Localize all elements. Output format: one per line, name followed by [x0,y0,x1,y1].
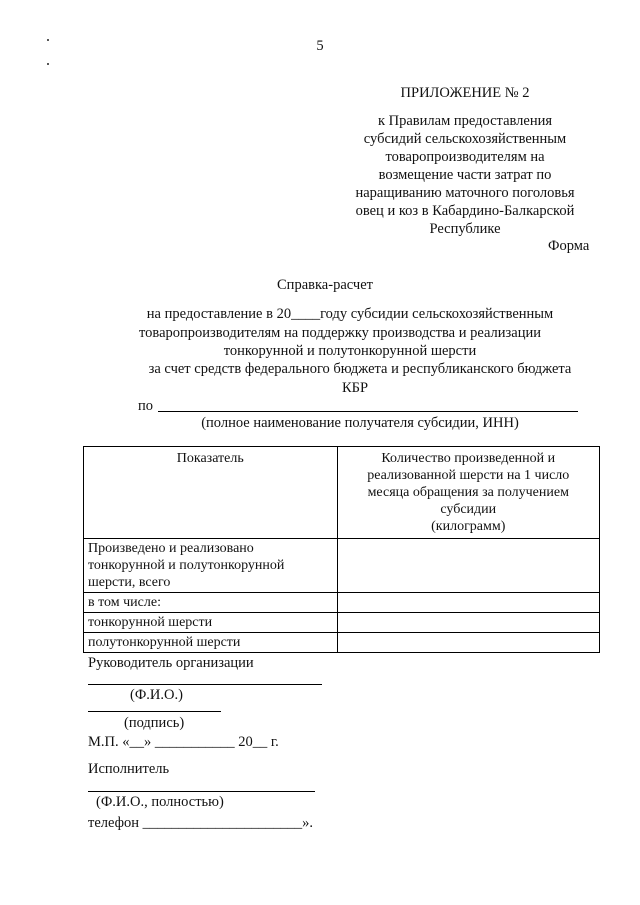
appendix-line: возмещение части затрат по [378,167,552,183]
signature-caption: (подпись) [124,715,185,731]
row-value-cell [337,539,599,593]
stamp-date-line: М.П. «__» ___________ 20__ г. [88,734,279,750]
appendix-line: овец и коз в Кабардино-Балкарской [355,203,575,219]
row-label: тонкорунной шерсти [84,613,338,633]
appendix-line: к Правилам предоставления [377,113,553,129]
document-title: Справка-расчет [277,277,373,293]
page-number: 5 [316,38,324,54]
appendix-line: наращиванию маточного поголовья [355,185,575,201]
heading-line: за счет средств федерального бюджета и республиканского бюджета [148,361,572,377]
heading-line: тонкорунной и полутонкорунной шерсти [223,343,477,359]
row-label: полутонкорунной шерсти [84,633,338,653]
table-row [84,613,600,633]
recipient-prefix: по [138,398,154,414]
phone-line: телефон ______________________». [88,815,314,831]
heading-line: на предоставление в 20____году субсидии сельскохозяйственным [146,306,554,322]
table-row [84,633,600,653]
appendix-line: Республике [429,221,501,237]
recipient-underline [158,411,578,412]
executor-fio-caption: (Ф.И.О., полностью) [96,794,224,810]
head-fio-caption: (Ф.И.О.) [130,687,183,703]
row-value-cell [337,633,599,653]
column-header-quantity: Количество произведенной и реализованной шерсти на 1 число месяца обращения за получением субсидии (килограмм) [337,447,599,539]
heading-line: КБР [341,380,369,396]
column-header-indicator: Показатель [84,447,338,539]
row-value-cell [337,593,599,613]
head-of-organization-label: Руководитель организации [88,655,254,671]
table-row [84,539,600,593]
margin-dot [47,63,49,65]
executor-label: Исполнитель [88,761,170,777]
appendix-line: товаропроизводителям на [385,149,545,165]
calculation-table [83,446,600,653]
signature-underline [88,711,221,712]
recipient-caption: (полное наименование получателя субсидии, ИНН) [201,415,519,431]
executor-fio-underline [88,791,315,792]
appendix-title: ПРИЛОЖЕНИЕ № 2 [400,85,530,101]
appendix-reference [345,112,585,238]
margin-dot [47,39,49,41]
row-value-cell [337,613,599,633]
table-header-row [84,447,600,539]
appendix-line: субсидий сельскохозяйственным [363,131,567,147]
form-label: Форма [548,238,590,254]
head-fio-underline [88,684,322,685]
row-label: в том числе: [84,593,338,613]
row-label: Произведено и реализовано тонкорунной и полутонкорунной шерсти, всего [84,539,338,593]
heading-line: товаропроизводителям на поддержку производства и реализации [139,325,541,341]
table-row [84,593,600,613]
